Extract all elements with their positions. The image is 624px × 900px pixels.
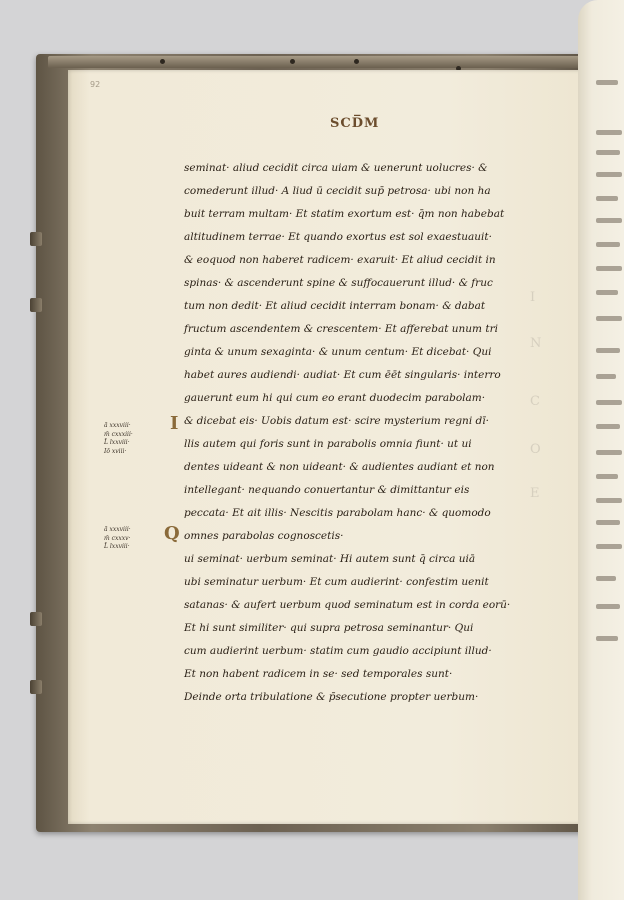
facing-text-line [596, 316, 622, 321]
facing-text-line [596, 196, 618, 201]
text-line: ubi seminatur uerbum· Et cum audierint· confestim uenit [184, 576, 489, 588]
facing-text-line [596, 150, 620, 155]
facing-text-line [596, 172, 622, 177]
text-line: gauerunt eum hi qui cum eo erant duodecim parabolam· [184, 392, 486, 404]
canon-line: ā̄ xxxviii· [104, 422, 131, 429]
canon-line: L̄ lxxviii· [104, 543, 130, 550]
marginal-canon-note [104, 526, 131, 552]
facing-text-line [596, 290, 618, 295]
show-through-letter: E [530, 486, 540, 501]
metal-binding-strip [48, 56, 588, 68]
text-line: omnes parabolas cognoscetis· [184, 530, 344, 542]
text-line: buit terram multam· Et statim exortum est· q̄m non habebat [184, 208, 505, 220]
text-line: llis autem qui foris sunt in parabolis omnia fiunt· ut ui [184, 438, 472, 450]
facing-text-line [596, 80, 618, 85]
text-line: altitudinem terrae· Et quando exortus est sol exaestuauit· [184, 231, 492, 243]
text-line: & eoquod non haberet radicem· exaruit· Et aliud cecidit in [184, 254, 496, 266]
text-line: dentes uideant & non uideant· & audientes audiant et non [184, 461, 495, 473]
canon-line: L̄ lxxviii· [104, 439, 130, 446]
show-through-letter: I [530, 290, 536, 305]
folio-mark: 92 [90, 80, 101, 89]
text-line: intellegant· nequando conuertantur & dimittantur eis [184, 484, 470, 496]
clasp-tab [30, 680, 42, 694]
facing-text-line [596, 242, 620, 247]
text-line: habet aures audiendi· audiat· Et cum ēēt singularis· interro [184, 369, 501, 381]
text-line: ui seminat· uerbum seminat· Hi autem sunt q̄ circa uiā [184, 553, 476, 565]
text-line: tum non dedit· Et aliud cecidit interram bonam· & dabat [184, 300, 486, 312]
show-through-letter: N [530, 336, 542, 351]
facing-text-line [596, 636, 618, 641]
facing-text-line [596, 374, 616, 379]
text-line: Et hi sunt similiter· qui supra petrosa seminantur· Qui [184, 622, 474, 634]
rivet [290, 59, 295, 64]
text-line: Et non habent radicem in se· sed temporales sunt· [184, 668, 453, 680]
facing-text-line [596, 218, 622, 223]
initial-letter: I [170, 413, 179, 434]
facing-text-line [596, 450, 622, 455]
canon-line: m̄ cxxxv· [104, 534, 131, 542]
text-line: fructum ascendentem & crescentem· Et afferebat unum tri [184, 323, 498, 335]
clasp-tab [30, 232, 42, 246]
facing-text-line [596, 498, 622, 503]
facing-text-line [596, 520, 620, 525]
facing-text-line [596, 474, 618, 479]
text-line: cum audierint uerbum· statim cum gaudio accipiunt illud· [184, 645, 492, 657]
canon-line: Iō xviii· [104, 447, 127, 455]
facing-text-line [596, 576, 616, 581]
text-line: comederunt illud· A liud ū cecidit sup̄ petrosa· ubi non ha [184, 185, 491, 197]
facing-text-line [596, 130, 622, 135]
text-line: satanas· & aufert uerbum quod seminatum est in corda eorū· [184, 599, 511, 611]
clasp-tab [30, 298, 42, 312]
marginal-canon-note [104, 422, 133, 456]
canon-line: m̄ cxxxiii· [104, 430, 133, 438]
text-line: & dicebat eis· Uobis datum est· scire mysterium regni dī· [184, 415, 489, 427]
facing-text-line [596, 604, 620, 609]
text-line: Deinde orta tribulatione & p̄secutione propter uerbum· [184, 691, 479, 703]
text-line: seminat· aliud cecidit circa uiam & uenerunt uolucres· & [184, 162, 488, 174]
text-line: ginta & unum sexaginta· & unum centum· Et dicebat· Qui [184, 346, 492, 358]
initial-letter: Q [164, 523, 180, 544]
facing-text-line [596, 266, 622, 271]
show-through-letter: C [530, 394, 540, 409]
text-line: peccata· Et ait illis· Nescitis parabolam hanc· & quomodo [184, 507, 491, 519]
rivet [354, 59, 359, 64]
facing-text-line [596, 400, 622, 405]
clasp-tab [30, 612, 42, 626]
text-line: spinas· & ascenderunt spine & suffocauerunt illud· & fruc [184, 277, 493, 289]
facing-text-line [596, 348, 620, 353]
rivet [160, 59, 165, 64]
canon-line: ā̄ xxxviii· [104, 526, 131, 533]
show-through-letter: O [530, 442, 541, 457]
facing-text-line [596, 424, 620, 429]
running-head: SCD̅M [330, 116, 380, 131]
facing-text-line [596, 544, 622, 549]
